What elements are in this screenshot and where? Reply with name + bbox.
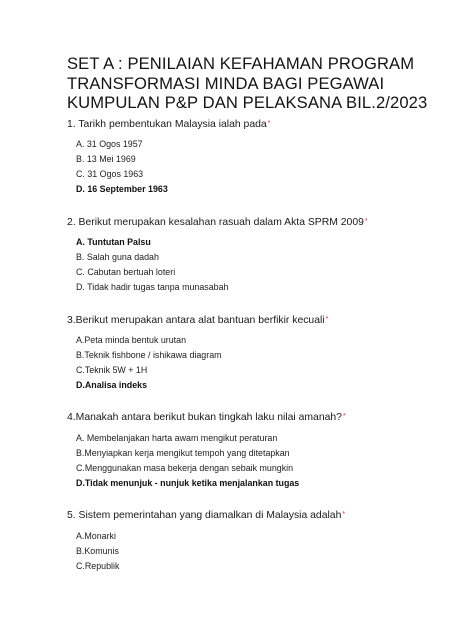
- question-5-option-b: B.Komunis: [76, 546, 119, 556]
- question-1-text: 1. Tarikh pembentukan Malaysia ialah pada: [67, 119, 267, 130]
- question-2-option-b: B. Salah guna dadah: [76, 252, 159, 262]
- required-asterisk: *: [342, 413, 346, 420]
- title-line-3: KUMPULAN P&P DAN PELAKSANA BIL.2/2023: [67, 93, 428, 112]
- question-1-option-a: A. 31 Ogos 1957: [76, 139, 143, 149]
- question-4-option-c: C.Menggunakan masa bekerja dengan sebaik mungkin: [76, 463, 294, 473]
- question-1-option-c: C. 31 Ogos 1963: [76, 169, 144, 179]
- question-4: [67, 410, 346, 424]
- required-asterisk: *: [342, 511, 346, 518]
- question-4-option-b: B.Menyiapkan kerja mengikut tempoh yang ditetapkan: [76, 448, 290, 458]
- question-4-text: 4.Manakah antara berikut bukan tingkah laku nilai amanah?: [67, 412, 342, 423]
- required-asterisk: *: [364, 218, 368, 225]
- question-3-option-a: A.Peta minda bentuk urutan: [76, 335, 187, 345]
- question-1-option-d-correct: D. 16 September 1963: [76, 184, 168, 194]
- question-2-text: 2. Berikut merupakan kesalahan rasuah dalam Akta SPRM 2009: [67, 217, 364, 228]
- question-2-option-d: D. Tidak hadir tugas tanpa munasabah: [76, 282, 229, 292]
- question-1: [67, 117, 270, 131]
- question-2-option-a-correct: A. Tuntutan Palsu: [76, 237, 151, 247]
- question-5-text: 5. Sistem pemerintahan yang diamalkan di Malaysia adalah: [67, 510, 342, 521]
- document-title: [67, 54, 467, 113]
- question-3-text: 3.Berikut merupakan antara alat bantuan berfikir kecuali: [67, 315, 325, 326]
- required-asterisk: *: [325, 316, 329, 323]
- question-2-option-c: C. Cabutan bertuah loteri: [76, 267, 176, 277]
- question-5-option-a: A.Monarki: [76, 531, 116, 541]
- question-4-option-d-correct: D.Tidak menunjuk - nunjuk ketika menjalankan tugas: [76, 478, 300, 488]
- question-5: [67, 508, 345, 522]
- question-2: [67, 215, 368, 229]
- question-3-option-c: C.Teknik 5W + 1H: [76, 365, 148, 375]
- question-3-option-b: B.Teknik fishbone / ishikawa diagram: [76, 350, 222, 360]
- question-4-option-a: A. Membelanjakan harta awam mengikut peraturan: [76, 433, 278, 443]
- question-5-option-c: C.Republik: [76, 561, 120, 571]
- title-line-2: TRANSFORMASI MINDA BAGI PEGAWAI: [67, 73, 385, 93]
- question-3-option-d-correct: D.Analisa indeks: [76, 380, 148, 390]
- question-3: [67, 313, 328, 327]
- title-line-1: SET A : PENILAIAN KEFAHAMAN PROGRAM: [67, 54, 415, 73]
- question-1-option-b: B. 13 Mei 1969: [76, 154, 136, 164]
- required-asterisk: *: [267, 120, 271, 127]
